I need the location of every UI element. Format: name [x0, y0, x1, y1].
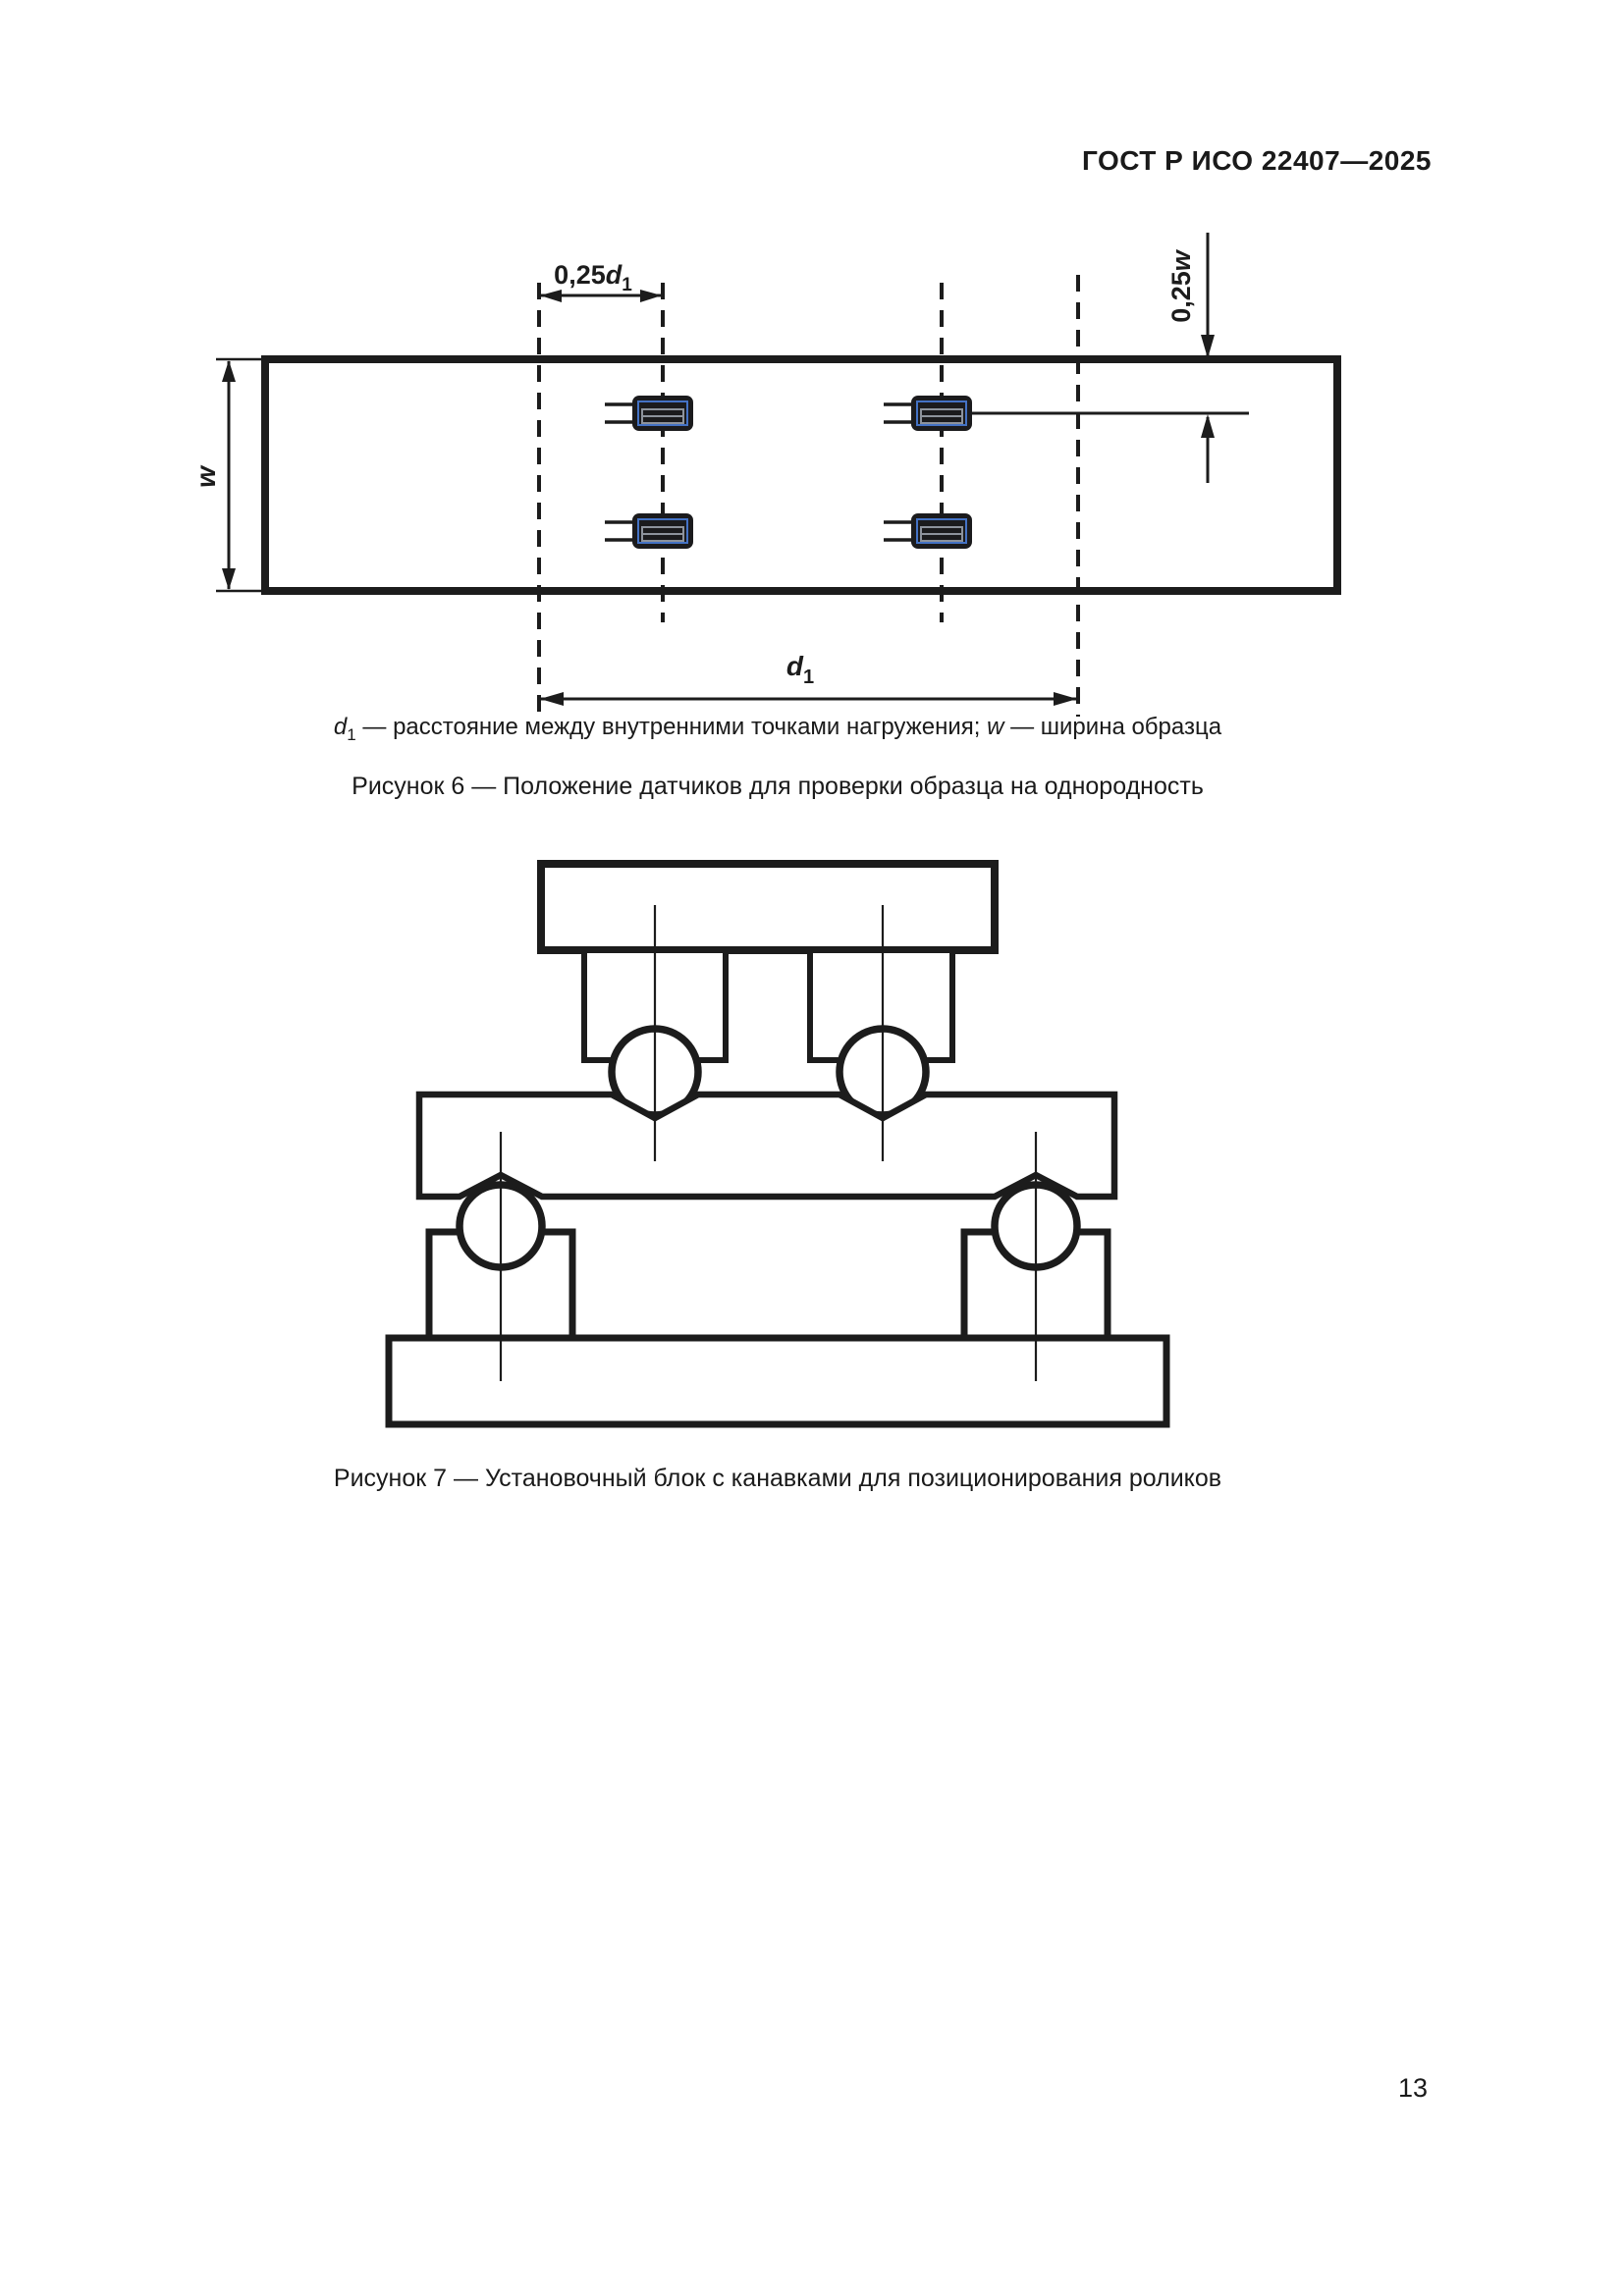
figure6-legend: $d_1$ — расстояние между внутренними точками нагружения; w — ширина образца — [333, 714, 1222, 744]
arrowhead-right — [640, 290, 662, 302]
arrowhead-left — [540, 290, 562, 302]
figure6-caption: Рисунок 6 — Положение датчиков для проверки образца на однородность — [352, 773, 1204, 800]
figure7-caption: Рисунок 7 — Установочный блок с канавками для позиционирования роликов — [333, 1465, 1222, 1492]
dimension-label-d1: $d_1$ — [785, 651, 815, 688]
dimension-label-quarter-w: 0,25w — [1166, 250, 1196, 323]
crosshead-block — [541, 864, 995, 950]
symbol-w: w — [987, 714, 1004, 740]
figure7-drawing — [0, 844, 1624, 1443]
dimension-d1 — [540, 651, 1077, 706]
dimension-label-quarter-d1: $0,25d_1$ — [554, 260, 632, 295]
dimension-w — [190, 359, 265, 591]
arrowhead-down — [1201, 335, 1215, 358]
figure6-drawing — [0, 0, 1624, 775]
page-number: 13 — [1398, 2073, 1429, 2103]
specimen-bar-with-grooves — [419, 1095, 1114, 1197]
arrowhead-right — [1054, 692, 1077, 706]
dimension-quarter-d1 — [540, 260, 662, 302]
arrowhead-down — [222, 568, 236, 590]
arrowhead-up — [222, 360, 236, 382]
arrowhead-left — [540, 692, 564, 706]
specimen-plan-rect — [265, 359, 1337, 591]
symbol-d1: d — [333, 714, 348, 740]
dimension-label-w: w — [190, 466, 221, 488]
page-title: ГОСТ Р ИСО 22407—2025 — [1081, 145, 1432, 176]
base-plate — [389, 1338, 1166, 1424]
